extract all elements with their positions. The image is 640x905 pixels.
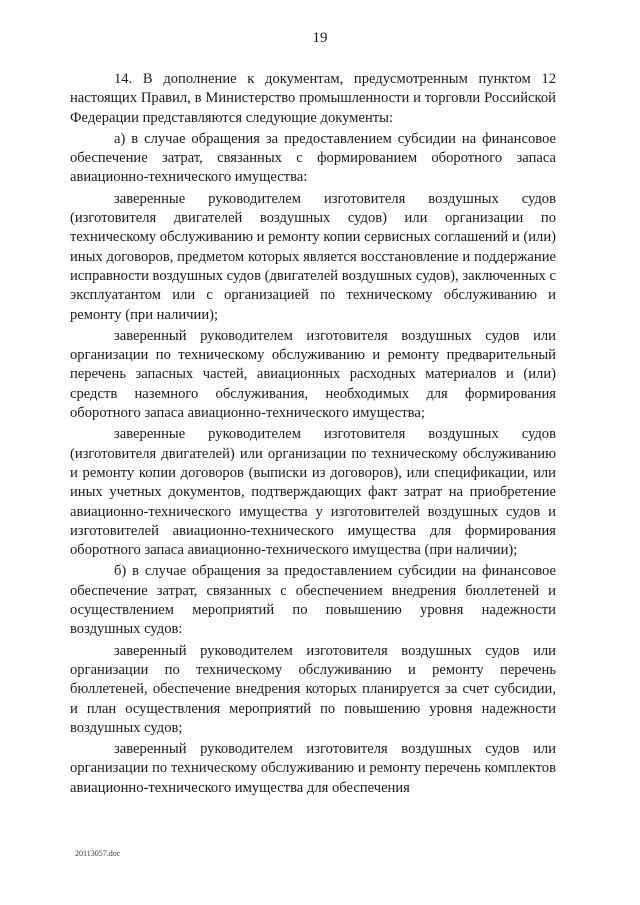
page-number: 19 [312,30,328,46]
paragraph-a-item-3: заверенные руководителем изготовителя воздушных судов (изготовителя двигателей) или организации по техническому обслуживанию и ремонту копии договоров (выписки из договоров), или спецификации, или иных учетных документов, подтверждающих факт затрат на приобретение авиационно-технического имущества у изготовителей воздушных судов и изготовителей авиационно-технического имущества для формирования оборотного запаса авиационно-технического имущества (при наличии); [70,426,556,559]
paragraph-a-item-1: заверенные руководителем изготовителя воздушных судов (изготовителя двигателей воздушных судов) или организации по техническому обслуживанию и ремонту копии сервисных соглашений и (или) иных договоров, предметом которых является восстановление и поддержание исправности воздушных судов (двигателей воздушных судов), заключенных с эксплуатантом или с организацией по техническому обслуживанию и ремонту (при наличии); [70,190,556,323]
paragraph-b-item-1: заверенный руководителем изготовителя воздушных судов или организации по техническому обслуживанию и ремонту перечень бюллетеней, обеспечение внедрения которых планируется за счет субсидии, и план осуществления мероприятий по повышению уровня надежности воздушных судов; [70,642,556,736]
paragraph-14: 14. В дополнение к документам, предусмотренным пунктом 12 настоящих Правил, в Министерство промышленности и торговли Российской Федерации представляются следующие документы: [70,71,556,126]
document-body [70,70,556,800]
paragraph-b: б) в случае обращения за предоставлением субсидии на финансовое обеспечение затрат, связанных с обеспечением внедрения бюллетеней и осуществлением мероприятий по повышению уровня надежности воздушных судов: [70,563,556,638]
paragraph-a: а) в случае обращения за предоставлением субсидии на финансовое обеспечение затрат, связанных с формированием оборотного запаса авиационно-технического имущества: [70,130,556,186]
paragraph-b-item-2: заверенный руководителем изготовителя воздушных судов или организации по техническому обслуживанию и ремонту перечень комплектов авиационно-технического имущества для обеспечения [70,741,556,796]
footer-filename: 20113057.doc [75,849,121,858]
paragraph-a-item-2: заверенный руководителем изготовителя воздушных судов или организации по техническому обслуживанию и ремонту предварительный перечень запасных частей, авиационных расходных материалов и (или) средств наземного обслуживания, необходимых для формирования оборотного запаса авиационно-технического имущества; [70,327,556,422]
